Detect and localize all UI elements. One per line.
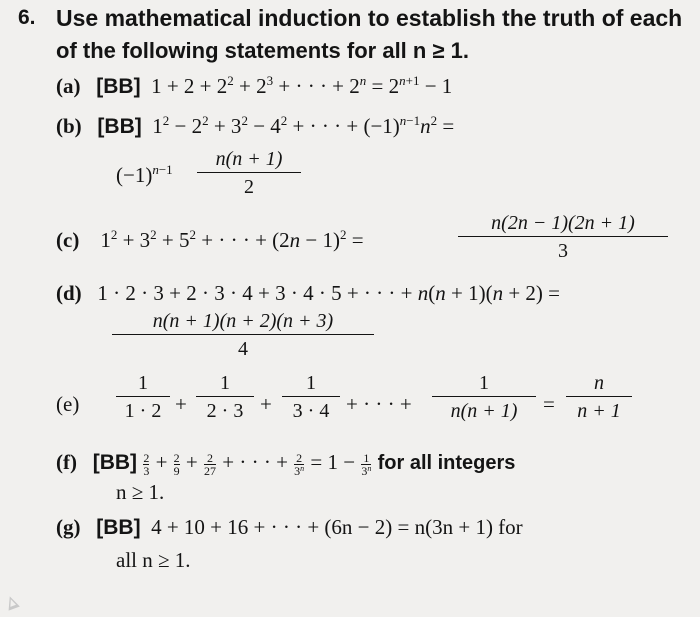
item-g-label: (g)	[56, 515, 81, 539]
item-d-label: (d)	[56, 281, 82, 305]
item-c	[56, 228, 364, 252]
item-c-label: (c)	[56, 228, 80, 252]
item-d-numerator: n(n + 1)(n + 2)(n + 3)	[152, 310, 334, 332]
item-e-termn: 1 n(n + 1)	[432, 372, 536, 422]
item-e-rhs: n n + 1	[566, 372, 632, 422]
item-g	[56, 515, 523, 540]
item-b-denominator: 2	[244, 176, 254, 198]
item-b-tag: [BB]	[97, 115, 142, 138]
item-e-term2: 1 2 · 3	[196, 372, 254, 422]
item-g-tag: [BB]	[96, 516, 141, 539]
item-b-numerator: n(n + 1)	[215, 148, 283, 170]
problem-intro-line1: Use mathematical induction to establish the truth of each	[56, 5, 683, 31]
item-f-equation: $\frac{2}{3} + \frac{2}{9} + \frac{2}{27}$ + · · · + $\frac{2}{3^n} = 1 - \frac{1}{3^n}$	[143, 450, 372, 478]
item-a	[56, 74, 452, 99]
pointer-cursor-icon	[4, 594, 20, 610]
item-c-numerator: n(2n − 1)(2n + 1)	[491, 212, 635, 234]
problem-intro-line2: of the following statements for all n ≥ 1.	[56, 38, 469, 63]
item-c-denominator: 3	[558, 240, 568, 262]
item-f-tail: for all integers	[377, 452, 516, 474]
item-a-tag: [BB]	[96, 75, 141, 98]
item-b-rhs-sign: $(-1)^{n-1}$	[116, 162, 173, 187]
item-d	[56, 281, 560, 305]
item-g-line2: all n ≥ 1.	[116, 548, 191, 572]
item-d-lhs: 1 · 2 · 3 + 2 · 3 · 4 + 3 · 4 · 5 + · · · + n(n + 1)(n + 2) =	[86, 281, 561, 305]
item-d-fraction	[112, 310, 374, 360]
item-b-label: (b)	[56, 114, 82, 138]
item-a-label: (a)	[56, 74, 81, 98]
item-f-label: (f)	[56, 450, 77, 474]
item-e-term3: 1 3 · 4	[282, 372, 340, 422]
problem-number: 6.	[18, 6, 36, 29]
item-f	[56, 450, 515, 477]
textbook-page: 6. Use mathematical induction to establish the truth of each of the following statements for all n ≥ 1. (a) [BB] $1 + 2 + 2^2 + 2^3$ + · · · + $2^n = 2^{n+1} - 1$ (b) [BB] $1^2 - 2^2 + 3^2 - 4^2$ + · · · + $(-1)^{n-1}n^2$ = $(-1)^{n-1}$ n(n + 1) 2 (c) $1^2 + 3^2 + 5^2$ + · · · + $(2n - 1)^2$ = n(2n − 1)(2n + 1) 3 (d) 1 · 2 · 3 + 2 · 3 · 4 + 3 · 4 · 5 + · · · + n(n + 1)(n + 2) = n(n + 1)(n + 2)(n + 3) 4 (e) 1 1 · 2 + 1 2 · 3 + 1 3 · 4 + · · · + 1 n(n + 1) = n n + 1 (f) $[BB] \frac{2}{3} + \frac{2}{9} + \frac{2}{27}$ + · · · + $\frac{2}{3^n} = 1 - \frac{1}{3^n}$ for all integers n ≥ 1. (g) [BB] 4 + 10 + 16 + · · · + (6n − 2) = n(3n + 1) for all n ≥ 1.	[0, 0, 700, 617]
item-d-denominator: 4	[238, 338, 248, 360]
item-c-lhs: $1^2 + 3^2 + 5^2$ + · · · + $(2n - 1)^2$ =	[84, 227, 364, 252]
item-c-fraction	[458, 212, 668, 262]
item-e-label: (e)	[56, 392, 80, 416]
item-b	[56, 114, 454, 139]
item-b-equation: $1^2 - 2^2 + 3^2 - 4^2$ + · · · + $(-1)^{n-1}n^2$ =	[147, 113, 455, 138]
item-a-equation: $1 + 2 + 2^2 + 2^3$ + · · · + $2^n = 2^{n+1} - 1$	[145, 73, 453, 98]
item-e-term1: 1 1 · 2	[116, 372, 170, 422]
item-b-fraction	[197, 148, 301, 198]
item-g-equation: 4 + 10 + 16 + · · · + (6n − 2) = n(3n + 1) for	[151, 515, 523, 539]
item-f-tag: [BB]	[92, 451, 138, 474]
item-f-line2: n ≥ 1.	[116, 480, 165, 504]
